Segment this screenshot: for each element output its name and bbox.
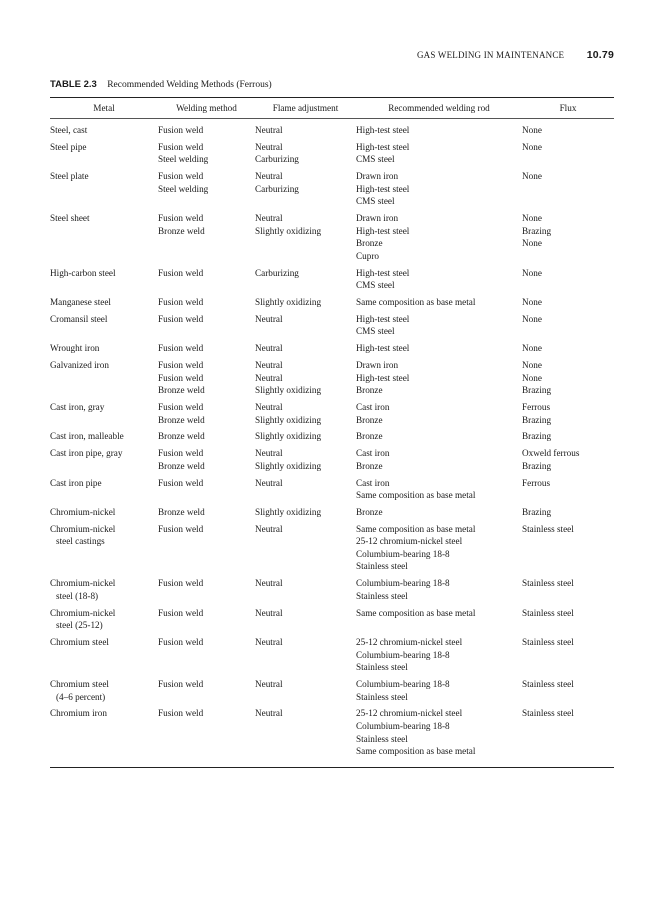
cell-flame-adjustment [255,577,356,606]
cell-flux [522,636,614,678]
table-row [50,430,614,447]
cell-welding-method [158,401,255,430]
cell-welding-rod-line: Cupro [356,250,379,261]
cell-flame-adjustment [255,636,356,678]
table-body [50,118,614,762]
cell-welding-method [158,636,255,678]
cell-flame-adjustment-line: Slightly oxidizing [255,225,322,236]
cell-welding-method-line: Steel welding [158,183,209,194]
cell-metal [50,267,158,296]
table-row [50,523,614,578]
cell-welding-method-line: Fusion weld [158,171,204,182]
table-row [50,118,614,141]
cell-metal [50,707,158,762]
cell-metal [50,212,158,267]
cell-flame-adjustment-line: Neutral [255,607,283,618]
cell-welding-method [158,342,255,359]
cell-welding-rod [356,707,522,762]
cell-welding-method-line: Bronze weld [158,385,205,396]
cell-metal [50,401,158,430]
cell-welding-method-line: Fusion weld [158,708,204,719]
cell-metal-line: Cast iron pipe [50,477,102,488]
header-welding-rod: Recommended welding rod [388,103,490,114]
table-row [50,577,614,606]
cell-flame-adjustment-line: Neutral [255,636,283,647]
cell-welding-method-line: Fusion weld [158,343,204,354]
cell-flame-adjustment [255,359,356,401]
cell-welding-rod-line: Cast iron [356,477,390,488]
cell-flux [522,267,614,296]
cell-flux-line: None [522,267,542,278]
cell-flux [522,607,614,636]
cell-welding-rod-line: High-test steel [356,267,410,278]
table-title: Recommended Welding Methods (Ferrous) [107,80,272,90]
cell-flux [522,430,614,447]
cell-flux-line: Brazing [522,460,552,471]
cell-welding-method-line: Fusion weld [158,213,204,224]
cell-metal-line: Steel plate [50,171,89,182]
cell-flux-line: Stainless steel [522,678,574,689]
cell-welding-rod-line: Bronze [356,431,383,442]
cell-flame-adjustment [255,267,356,296]
cell-metal-line: Steel, cast [50,125,88,135]
cell-flux-line: Brazing [522,414,552,425]
cell-flame-adjustment-line: Carburizing [255,183,299,194]
cell-flux [522,523,614,578]
cell-welding-rod [356,678,522,707]
cell-welding-rod [356,577,522,606]
table-row [50,170,614,212]
table-row [50,313,614,342]
cell-flame-adjustment [255,141,356,170]
cell-flux-line: None [522,360,542,370]
cell-flux [522,707,614,762]
cell-metal-line: Cast iron, malleable [50,431,124,442]
cell-welding-method [158,118,255,141]
cell-welding-rod-line: Bronze [356,238,383,249]
cell-metal [50,477,158,506]
cell-welding-method [158,296,255,313]
cell-metal [50,359,158,401]
cell-welding-method-line: Fusion weld [158,360,204,370]
cell-welding-rod [356,170,522,212]
cell-flame-adjustment [255,477,356,506]
cell-flux [522,401,614,430]
cell-welding-method-line: Bronze weld [158,506,205,517]
cell-welding-rod-line: Bronze [356,460,383,471]
cell-flame-adjustment-line: Neutral [255,343,283,354]
cell-welding-method [158,430,255,447]
cell-flux-line: None [522,343,542,354]
table-row [50,359,614,401]
cell-welding-rod [356,342,522,359]
cell-flame-adjustment [255,118,356,141]
cell-flux-line: Brazing [522,506,552,517]
cell-flame-adjustment-line: Neutral [255,523,283,534]
cell-flame-adjustment-line: Slightly oxidizing [255,506,322,517]
cell-flame-adjustment-line: Neutral [255,401,283,412]
cell-welding-method [158,141,255,170]
cell-metal [50,141,158,170]
cell-metal-line: Chromium iron [50,708,107,719]
cell-metal-line: Galvanized iron [50,360,109,370]
cell-metal [50,678,158,707]
cell-welding-method [158,313,255,342]
cell-welding-rod [356,447,522,476]
cell-flame-adjustment [255,447,356,476]
cell-welding-method [158,607,255,636]
cell-welding-rod-line: CMS steel [356,196,395,207]
cell-flame-adjustment-line: Carburizing [255,267,299,278]
cell-flame-adjustment [255,707,356,762]
cell-flame-adjustment-line: Neutral [255,372,283,383]
cell-welding-rod-line: 25-12 chromium-nickel steel [356,636,463,647]
cell-flux [522,342,614,359]
cell-metal [50,313,158,342]
cell-flame-adjustment-line: Neutral [255,448,283,459]
cell-flame-adjustment-line: Slightly oxidizing [255,385,322,396]
cell-flame-adjustment-line: Neutral [255,141,283,152]
cell-metal [50,607,158,636]
cell-welding-method-line: Fusion weld [158,477,204,488]
cell-flux [522,359,614,401]
cell-welding-rod-line: Same composition as base metal [356,746,476,757]
header-metal: Metal [93,103,115,114]
cell-welding-rod-line: High-test steel [356,225,410,236]
table-row [50,506,614,523]
cell-flame-adjustment-line: Neutral [255,708,283,719]
running-head [417,49,614,61]
cell-flame-adjustment-line: Neutral [255,213,283,224]
cell-flame-adjustment-line: Slightly oxidizing [255,297,322,308]
cell-welding-rod [356,636,522,678]
cell-welding-rod-line: Stainless steel [356,561,408,572]
cell-flame-adjustment-line: Neutral [255,678,283,689]
cell-welding-rod-line: Cast iron [356,448,390,459]
cell-welding-method-line: Fusion weld [158,267,204,278]
cell-flame-adjustment-line: Neutral [255,360,283,370]
table-row [50,707,614,762]
cell-welding-rod-line: Drawn iron [356,360,399,370]
cell-flux [522,477,614,506]
cell-welding-method-line: Fusion weld [158,448,204,459]
cell-welding-rod [356,313,522,342]
cell-welding-rod-line: Stainless steel [356,590,408,601]
cell-flame-adjustment [255,607,356,636]
cell-flux-line: None [522,297,542,308]
table-row [50,636,614,678]
cell-welding-method-line: Fusion weld [158,678,204,689]
cell-welding-rod-line: CMS steel [356,154,395,165]
cell-flame-adjustment [255,523,356,578]
cell-metal-line: Cromansil steel [50,313,108,324]
cell-flame-adjustment [255,401,356,430]
cell-welding-method [158,707,255,762]
table-row [50,678,614,707]
cell-flux [522,296,614,313]
cell-flame-adjustment [255,342,356,359]
cell-metal-line: Cast iron, gray [50,401,105,412]
cell-welding-method [158,577,255,606]
cell-flux [522,577,614,606]
cell-welding-rod-line: CMS steel [356,280,395,291]
cell-metal [50,523,158,578]
cell-welding-method-line: Bronze weld [158,431,205,442]
cell-flux-line: Brazing [522,225,552,236]
cell-metal [50,170,158,212]
cell-flame-adjustment [255,170,356,212]
cell-metal-line: Steel pipe [50,141,87,152]
cell-welding-rod-line: Stainless steel [356,733,408,744]
cell-welding-method [158,267,255,296]
cell-welding-rod [356,212,522,267]
cell-welding-method [158,523,255,578]
cell-welding-method-line: Fusion weld [158,523,204,534]
cell-welding-rod-line: High-test steel [356,313,410,324]
cell-welding-rod-line: Bronze [356,385,383,396]
table-row [50,212,614,267]
cell-flux-line: Stainless steel [522,523,574,534]
cell-flux-line: None [522,238,542,249]
table-row [50,342,614,359]
cell-flame-adjustment [255,678,356,707]
cell-flux-line: Stainless steel [522,708,574,719]
cell-flame-adjustment-line: Neutral [255,313,283,324]
cell-flame-adjustment-line: Carburizing [255,154,299,165]
table-row [50,296,614,313]
cell-welding-rod [356,506,522,523]
cell-metal [50,118,158,141]
cell-flame-adjustment-line: Neutral [255,171,283,182]
cell-metal-line: (4–6 percent) [56,691,106,702]
cell-flame-adjustment-line: Neutral [255,125,283,135]
cell-metal-line: High-carbon steel [50,267,116,278]
cell-welding-method-line: Fusion weld [158,636,204,647]
cell-flux-line: Oxweld ferrous [522,448,580,459]
cell-welding-rod [356,430,522,447]
cell-flux [522,313,614,342]
cell-welding-rod-line: Columbium-bearing 18-8 [356,678,450,689]
cell-welding-rod [356,267,522,296]
cell-flame-adjustment [255,296,356,313]
cell-metal-line: steel castings [56,536,105,547]
cell-welding-method-line: Fusion weld [158,401,204,412]
cell-welding-rod-line: Bronze [356,414,383,425]
cell-welding-rod-line: Drawn iron [356,171,399,182]
cell-welding-rod-line: Columbium-bearing 18-8 [356,578,450,589]
cell-metal-line: Chromium steel [50,678,109,689]
cell-welding-method [158,678,255,707]
cell-welding-method [158,506,255,523]
header-flux: Flux [559,103,577,114]
header-welding-method: Welding method [176,103,237,114]
cell-flame-adjustment [255,506,356,523]
cell-flux [522,118,614,141]
cell-metal [50,342,158,359]
table-caption [50,79,272,90]
cell-welding-method-line: Fusion weld [158,607,204,618]
cell-metal-line: Chromium steel [50,636,109,647]
cell-welding-method [158,170,255,212]
table-row [50,477,614,506]
cell-welding-method-line: Bronze weld [158,414,205,425]
cell-welding-rod-line: 25-12 chromium-nickel steel [356,536,463,547]
cell-metal [50,447,158,476]
cell-welding-rod [356,359,522,401]
cell-welding-rod-line: Columbium-bearing 18-8 [356,548,450,559]
cell-welding-rod-line: Stainless steel [356,691,408,702]
cell-welding-rod-line: Stainless steel [356,662,408,673]
cell-welding-method [158,359,255,401]
cell-welding-rod-line: Cast iron [356,401,390,412]
table-row [50,607,614,636]
cell-flux-line: None [522,125,542,135]
cell-flame-adjustment [255,430,356,447]
cell-flux-line: Ferrous [522,477,551,488]
cell-metal [50,296,158,313]
cell-welding-rod [356,141,522,170]
cell-flux-line: None [522,141,542,152]
cell-welding-method [158,212,255,267]
cell-metal [50,506,158,523]
cell-welding-rod-line: High-test steel [356,125,410,135]
cell-welding-method-line: Fusion weld [158,372,204,383]
cell-flux [522,506,614,523]
cell-welding-rod-line: Drawn iron [356,213,399,224]
cell-flux-line: None [522,372,542,383]
table-header-row [50,99,614,118]
cell-welding-rod-line: Same composition as base metal [356,607,476,618]
cell-welding-method-line: Steel welding [158,154,209,165]
running-head-title: GAS WELDING IN MAINTENANCE [416,50,565,60]
cell-welding-rod [356,523,522,578]
cell-metal-line: Chromium-nickel [50,607,116,618]
cell-flux [522,447,614,476]
cell-welding-rod-line: Same composition as base metal [356,523,476,534]
cell-flux-line: Ferrous [522,401,551,412]
cell-welding-rod-line: 25-12 chromium-nickel steel [356,708,463,719]
cell-welding-rod [356,477,522,506]
header-flame-adjustment: Flame adjustment [272,103,339,114]
cell-metal-line: Chromium-nickel [50,523,116,534]
cell-welding-method-line: Fusion weld [158,313,204,324]
cell-flux-line: Stainless steel [522,636,574,647]
cell-flux [522,212,614,267]
welding-methods-table [50,99,614,762]
cell-flame-adjustment-line: Neutral [255,578,283,589]
cell-metal-line: Chromium-nickel [50,578,116,589]
cell-welding-rod-line: High-test steel [356,372,410,383]
cell-metal-line: Wrought iron [50,343,100,354]
cell-metal [50,430,158,447]
cell-welding-rod-line: Columbium-bearing 18-8 [356,649,450,660]
cell-metal-line: steel (25-12) [56,620,103,631]
cell-welding-rod [356,607,522,636]
cell-welding-rod-line: Same composition as base metal [356,490,476,501]
cell-welding-method-line: Fusion weld [158,125,204,135]
cell-flame-adjustment [255,313,356,342]
table-row [50,141,614,170]
table-row [50,401,614,430]
table-bottom-rule [50,767,614,768]
cell-flux [522,170,614,212]
cell-flame-adjustment-line: Neutral [255,477,283,488]
cell-metal-line: Cast iron pipe, gray [50,448,123,459]
cell-welding-rod-line: Bronze [356,506,383,517]
cell-welding-rod [356,296,522,313]
cell-flux-line: Stainless steel [522,607,574,618]
cell-flux-line: None [522,171,542,182]
cell-flame-adjustment [255,212,356,267]
cell-welding-method [158,447,255,476]
cell-welding-rod-line: Columbium-bearing 18-8 [356,720,450,731]
cell-metal-line: Steel sheet [50,213,90,224]
cell-flux [522,141,614,170]
cell-welding-method-line: Fusion weld [158,297,204,308]
cell-welding-method-line: Fusion weld [158,578,204,589]
table-label: TABLE 2.3 [50,79,97,90]
cell-welding-rod-line: High-test steel [356,343,410,354]
cell-flux [522,678,614,707]
cell-flame-adjustment-line: Slightly oxidizing [255,414,322,425]
cell-flux-line: Brazing [522,431,552,442]
page-number: 10.79 [586,49,614,61]
cell-flux-line: Stainless steel [522,578,574,589]
table-row [50,447,614,476]
cell-flux-line: None [522,313,542,324]
cell-flame-adjustment-line: Slightly oxidizing [255,431,322,442]
cell-flux-line: Brazing [522,385,552,396]
cell-welding-rod-line: CMS steel [356,326,395,337]
cell-flame-adjustment-line: Slightly oxidizing [255,460,322,471]
cell-metal [50,577,158,606]
table-row [50,267,614,296]
cell-welding-method [158,477,255,506]
cell-welding-rod [356,401,522,430]
cell-welding-method-line: Bronze weld [158,460,205,471]
cell-welding-method-line: Fusion weld [158,141,204,152]
cell-metal [50,636,158,678]
cell-metal-line: Manganese steel [50,297,111,308]
cell-metal-line: steel (18-8) [56,590,99,601]
cell-welding-rod-line: High-test steel [356,141,410,152]
cell-flux-line: None [522,213,542,224]
cell-welding-rod-line: Same composition as base metal [356,297,476,308]
cell-welding-rod [356,118,522,141]
cell-metal-line: Chromium-nickel [50,506,116,517]
cell-welding-method-line: Bronze weld [158,225,205,236]
cell-welding-rod-line: High-test steel [356,183,410,194]
